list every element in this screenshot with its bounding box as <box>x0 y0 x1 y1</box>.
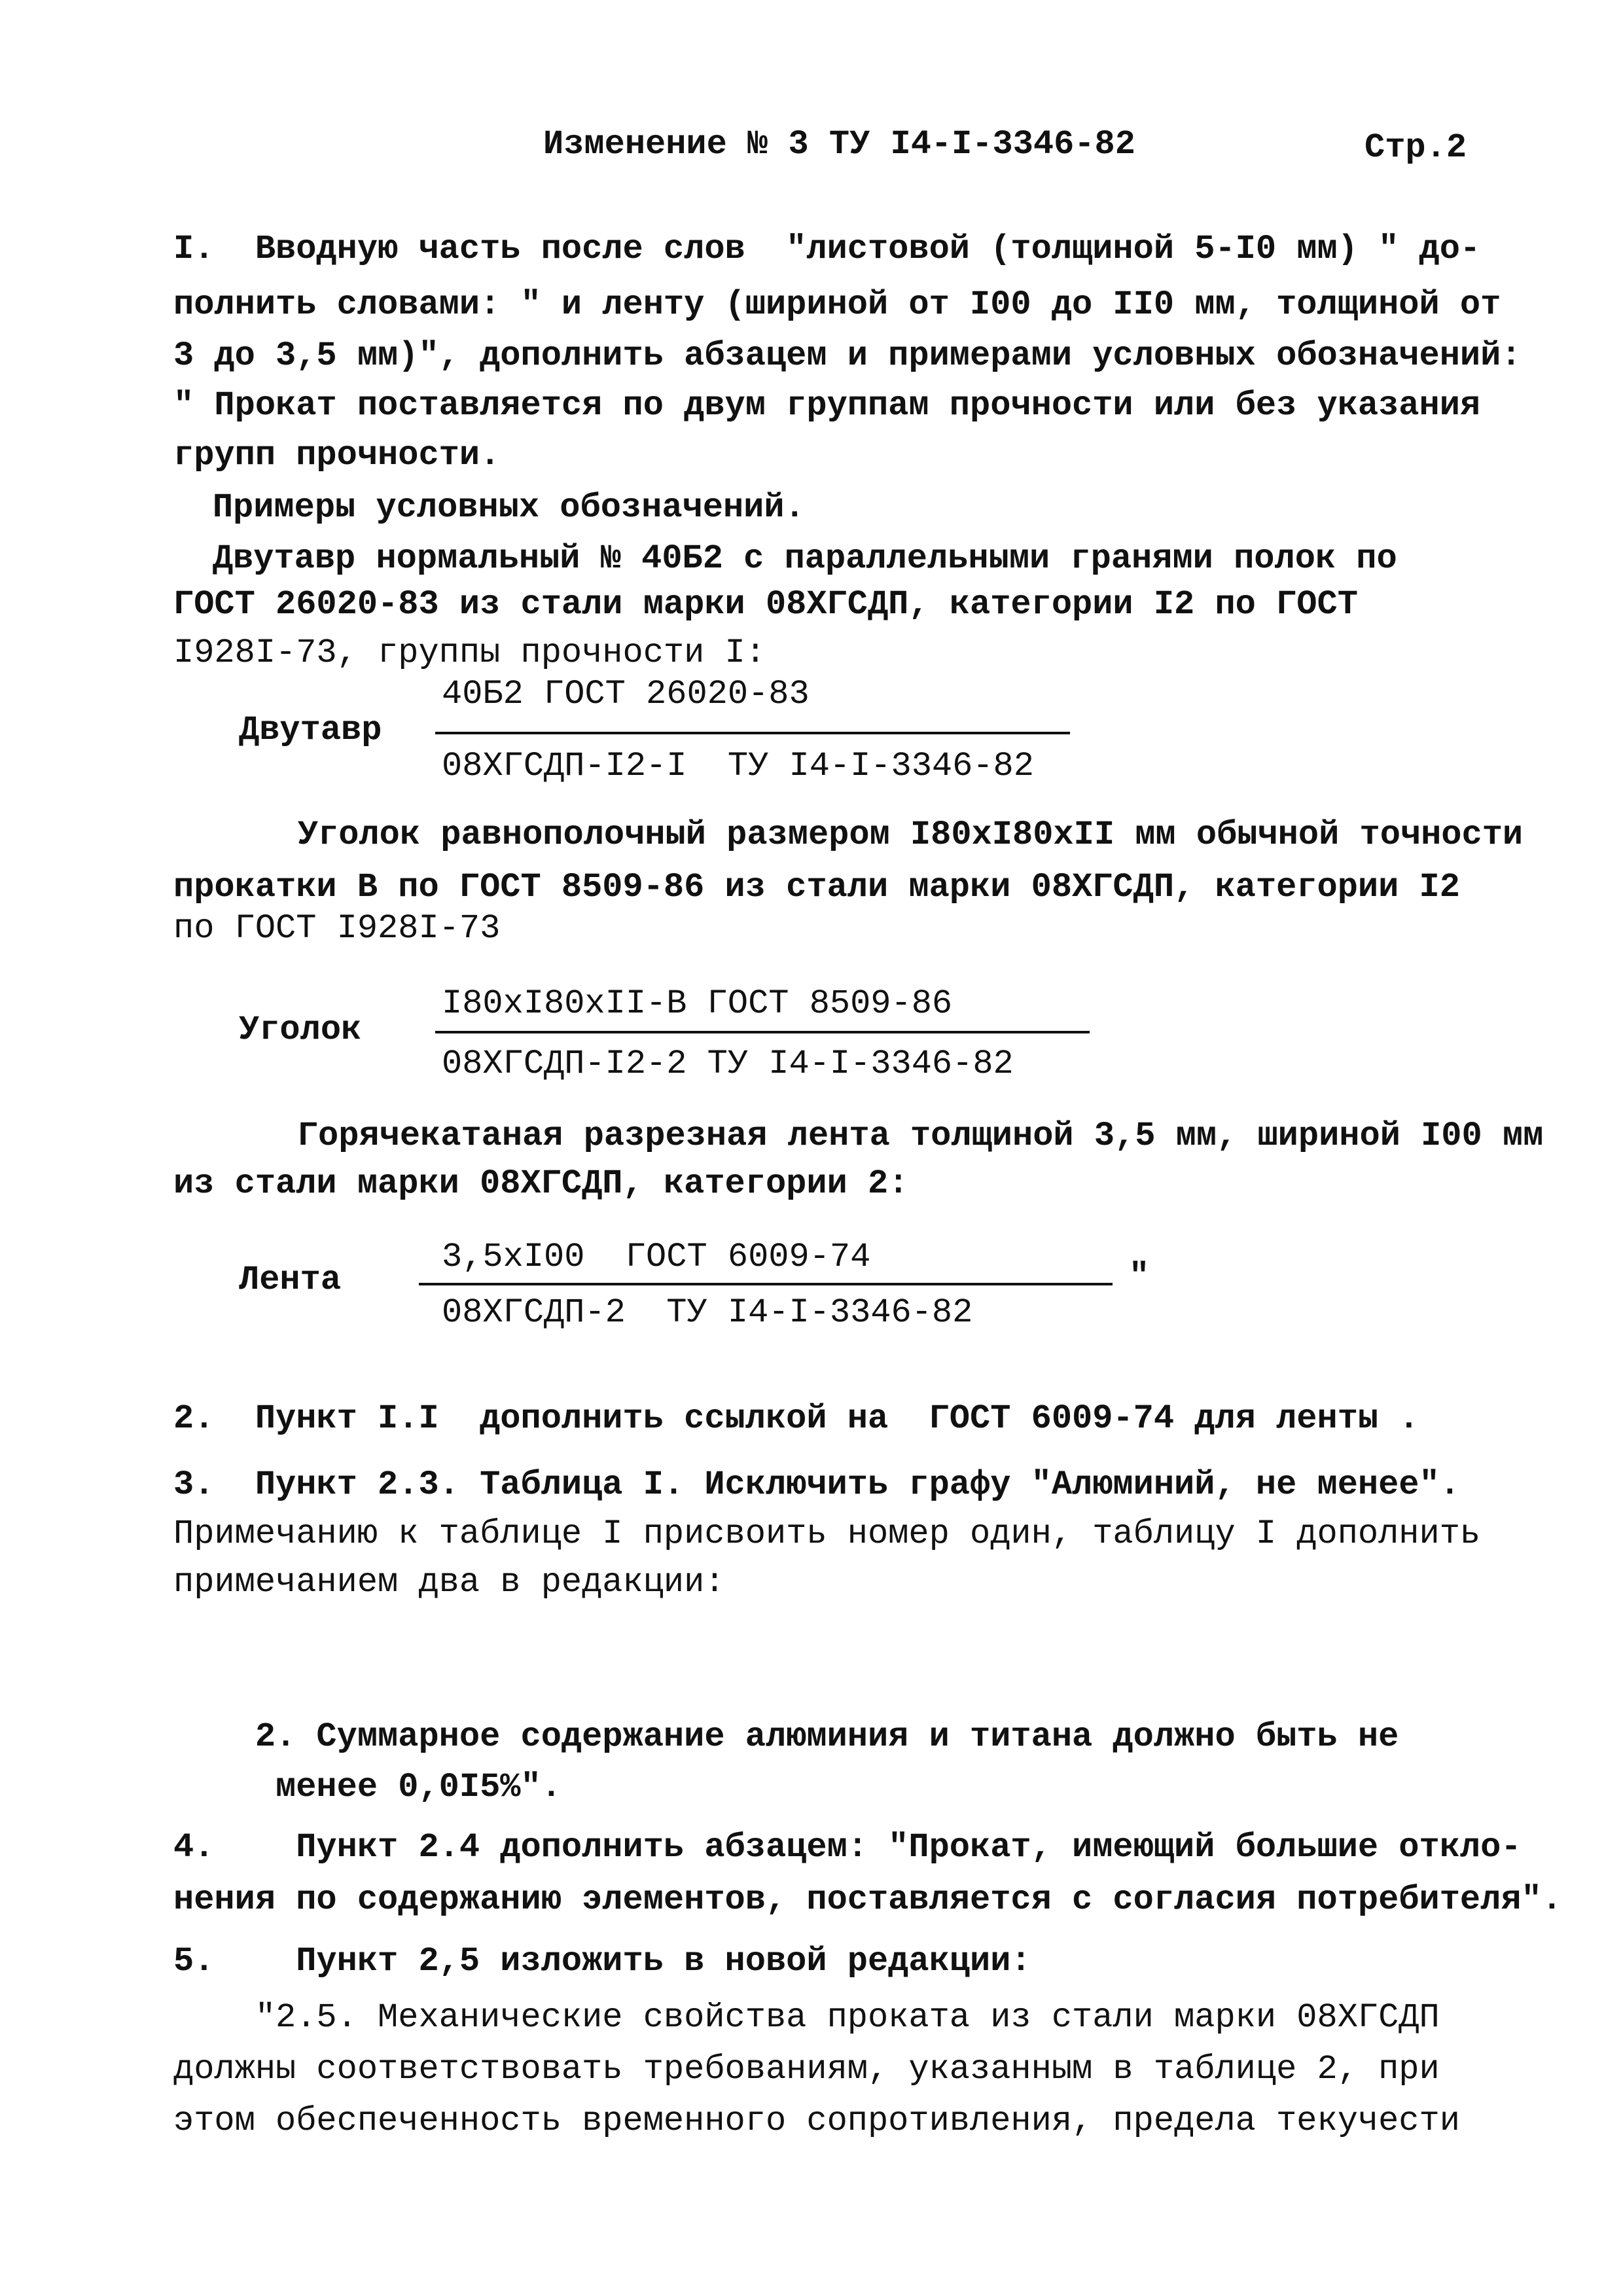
text-line: Горячекатаная разрезная лента толщиной 3,5 мм, шириной I00 мм <box>216 1117 1544 1155</box>
example-numerator: 40Б2 ГОСТ 26020-83 <box>442 675 810 713</box>
text-line: прокатки В по ГОСТ 8509-86 из стали марки 08ХГСДП, категории I2 <box>173 868 1460 906</box>
text-line: I928I-73, группы прочности I: <box>173 634 766 672</box>
text-line: по ГОСТ I928I-73 <box>173 909 501 948</box>
text-line: из стали марки 08ХГСДП, категории 2: <box>173 1164 909 1203</box>
text-line: Уголок равнополочный размером I80хI80хII мм обычной точности <box>216 816 1524 854</box>
text-line: Примечанию к таблице I присвоить номер один, таблицу I дополнить <box>173 1515 1481 1553</box>
example-denominator: 08ХГСДП-2 ТУ I4-I-3346-82 <box>442 1293 973 1332</box>
example-denominator: 08ХГСДП-I2-I ТУ I4-I-3346-82 <box>442 747 1034 785</box>
fraction-line <box>419 1283 1113 1285</box>
fraction-line <box>435 1031 1090 1033</box>
text-line: 2. Пункт I.I дополнить ссылкой на ГОСТ 6009-74 для ленты . <box>173 1399 1419 1438</box>
text-line: Двутавр нормальный № 40Б2 с параллельными гранями полок по <box>131 539 1397 578</box>
closing-quote: " <box>1129 1257 1150 1296</box>
text-line: Примеры условных обозначений. <box>131 488 805 527</box>
example-numerator: 3,5хI00 ГОСТ 6009-74 <box>442 1238 871 1276</box>
text-line: I. Вводную часть после слов "листовой (толщиной 5-I0 мм) " до- <box>173 230 1481 268</box>
text-line: полнить словами: " и ленту (шириной от I00 до II0 мм, толщиной от <box>173 285 1501 324</box>
example-label: Двутавр <box>239 711 382 749</box>
text-line: 4. Пункт 2.4 дополнить абзацем: "Прокат, имеющий большие откло- <box>173 1828 1522 1867</box>
text-line: этом обеспеченность временного сопротивления, предела текучести <box>173 2102 1460 2140</box>
example-numerator: I80хI80хII-В ГОСТ 8509-86 <box>442 984 953 1023</box>
text-line: 2. Суммарное содержание алюминия и титана должно быть не <box>173 1717 1399 1756</box>
text-line: 5. Пункт 2,5 изложить в новой редакции: <box>173 1942 1031 1981</box>
text-line: должны соответствовать требованиям, указанным в таблице 2, при <box>173 2050 1440 2089</box>
text-line: групп прочности. <box>173 436 501 475</box>
text-line: 3. Пункт 2.3. Таблица I. Исключить графу "Алюминий, не менее". <box>173 1465 1460 1504</box>
text-line: ГОСТ 26020-83 из стали марки 08ХГСДП, категории I2 по ГОСТ <box>173 585 1358 624</box>
example-denominator: 08ХГСДП-I2-2 ТУ I4-I-3346-82 <box>442 1045 1014 1083</box>
text-line: менее 0,0I5%". <box>173 1768 562 1806</box>
example-label: Уголок <box>239 1011 362 1049</box>
text-line: 3 до 3,5 мм)", дополнить абзацем и примерами условных обозначений: <box>173 336 1522 375</box>
fraction-line <box>435 732 1070 734</box>
page-number: Стр.2 <box>1364 128 1467 167</box>
text-line: примечанием два в редакции: <box>173 1563 725 1602</box>
example-label: Лента <box>239 1261 342 1299</box>
text-line: нения по содержанию элементов, поставляется с согласия потребителя". <box>173 1880 1562 1919</box>
text-line: "2.5. Механические свойства проката из стали марки 08ХГСДП <box>173 1998 1440 2037</box>
document-title: Изменение № 3 ТУ I4-I-3346-82 <box>543 125 1135 164</box>
text-line: " Прокат поставляется по двум группам прочности или без указания <box>173 386 1481 425</box>
